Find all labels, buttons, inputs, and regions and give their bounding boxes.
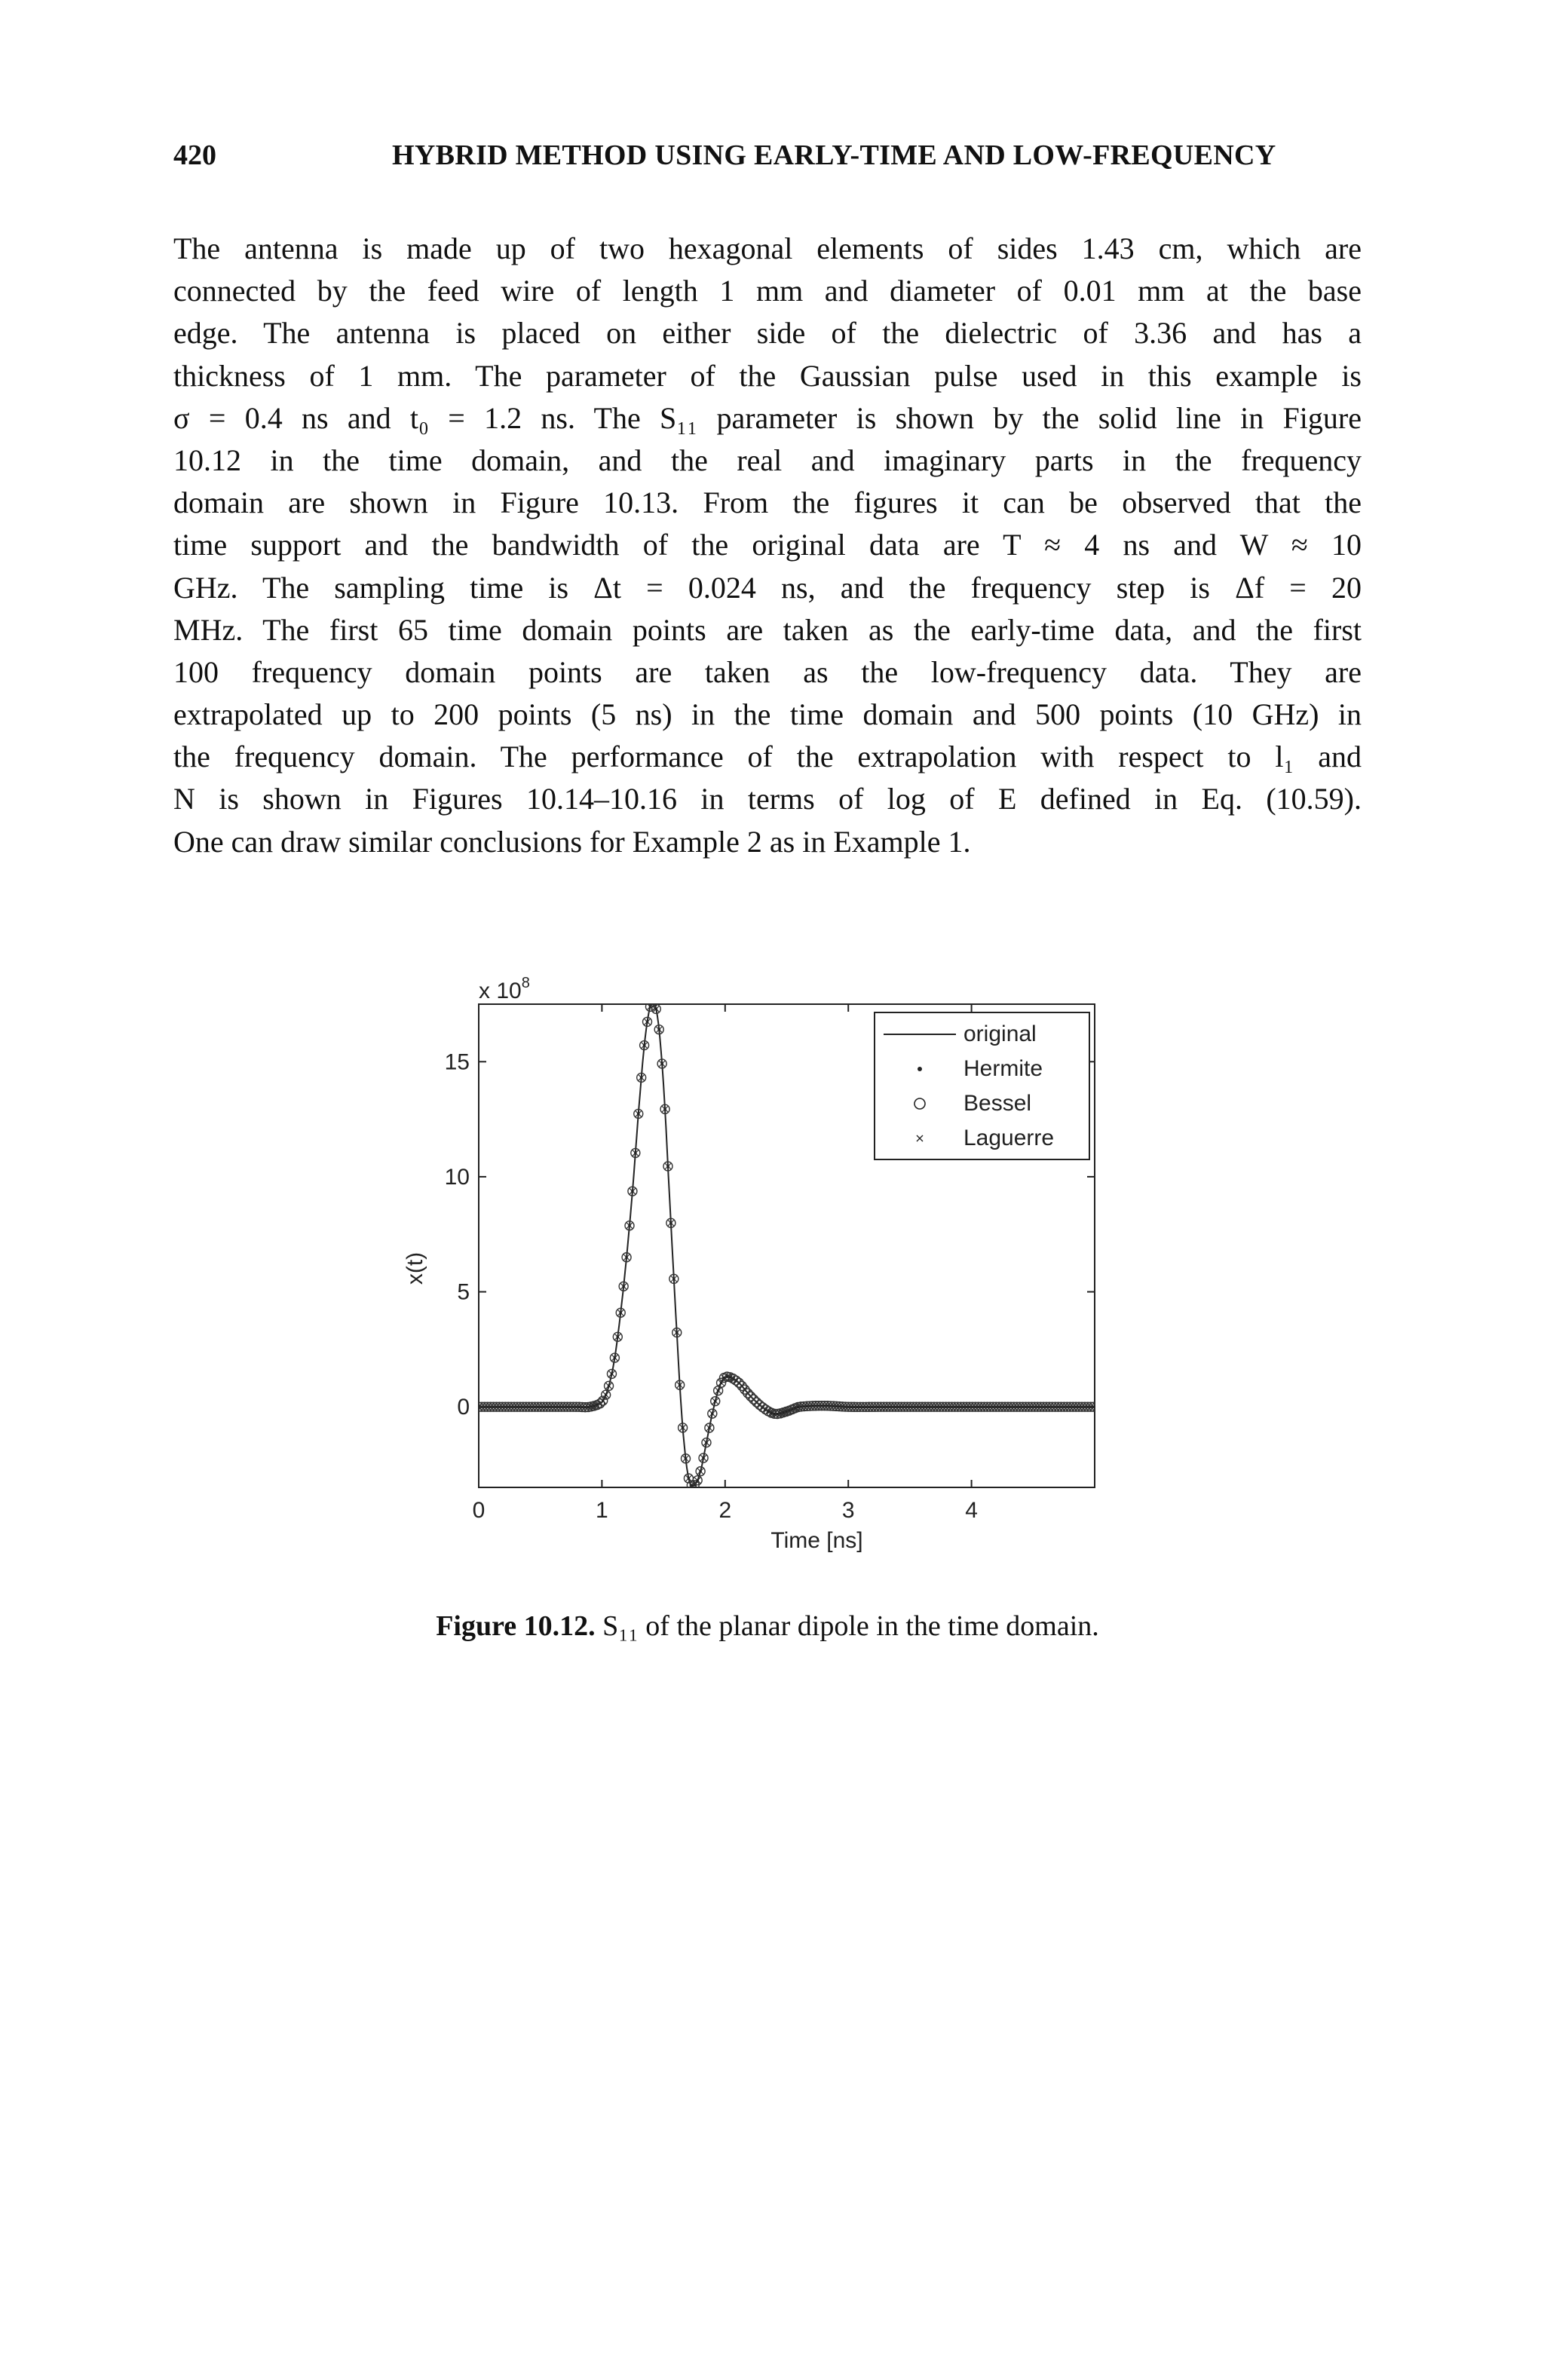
marker-hermite	[646, 1021, 649, 1024]
marker-hermite	[617, 1336, 620, 1339]
y-tick-label: 15	[444, 1049, 470, 1075]
x-tick-label: 0	[472, 1498, 486, 1523]
marker-hermite	[628, 1224, 631, 1227]
marker-hermite	[660, 1062, 663, 1065]
figure-10-12	[392, 957, 1116, 1576]
marker-hermite	[634, 1152, 637, 1155]
body-line: The antenna is made up of two hexagonal elements of sides 1.43 cm, which are	[173, 231, 1362, 265]
marker-hermite	[654, 1008, 657, 1011]
marker-hermite	[637, 1113, 640, 1116]
marker-hermite	[679, 1383, 682, 1386]
marker-hermite	[605, 1393, 608, 1396]
body-line: extrapolated up to 200 points (5 ns) in the time domain and 500 points (10 GHz) in	[173, 697, 1362, 732]
marker-hermite	[657, 1028, 660, 1031]
caption-label: Figure 10.12.	[436, 1610, 596, 1642]
marker-hermite	[643, 1044, 646, 1047]
caption-text: S₁₁ of the planar dipole in the time domain.	[602, 1610, 1099, 1642]
legend-swatch-dot	[918, 1067, 922, 1071]
y-tick-label: 0	[457, 1395, 470, 1420]
marker-hermite	[631, 1190, 634, 1193]
time-domain-chart	[392, 957, 1116, 1576]
body-line: the frequency domain. The performance of the extrapolation with respect to l₁ and	[173, 740, 1362, 774]
marker-hermite	[608, 1385, 611, 1388]
marker-hermite	[669, 1221, 672, 1224]
marker-hermite	[711, 1412, 714, 1415]
y-multiplier-exponent: 8	[521, 975, 530, 991]
marker-hermite	[705, 1441, 708, 1444]
body-line: connected by the feed wire of length 1 mm and diameter of 0.01 mm at the base	[173, 274, 1362, 308]
legend-label: Bessel	[963, 1091, 1032, 1116]
marker-hermite	[676, 1331, 679, 1334]
marker-hermite	[619, 1312, 622, 1315]
y-multiplier-label: x $10^8$	[479, 975, 530, 1003]
body-line: σ = 0.4 ns and t₀ = 1.2 ns. The S₁₁ parameter is shown by the solid line in Figure	[173, 400, 1362, 435]
legend-label: Hermite	[963, 1056, 1043, 1081]
marker-hermite	[682, 1426, 685, 1429]
x-axis-label: Time [ns]	[770, 1528, 863, 1553]
marker-hermite	[622, 1285, 625, 1288]
marker-hermite	[685, 1457, 688, 1460]
page-number: 420	[173, 139, 216, 171]
body-line: edge. The antenna is placed on either side of the dielectric of 3.36 and has a	[173, 316, 1362, 351]
legend-label: Laguerre	[963, 1126, 1055, 1150]
marker-hermite	[702, 1456, 705, 1460]
x-tick-label: 4	[965, 1498, 978, 1523]
x-tick-label: 2	[718, 1498, 732, 1523]
chart-legend	[875, 1012, 1089, 1159]
marker-hermite	[602, 1399, 605, 1402]
marker-hermite	[652, 1001, 655, 1004]
running-head	[173, 139, 1365, 184]
marker-hermite	[688, 1477, 691, 1480]
body-paragraph	[173, 228, 1362, 863]
marker-hermite	[625, 1256, 628, 1259]
body-line: domain are shown in Figure 10.13. From the figures it can be observed that the	[173, 485, 1362, 520]
marker-hermite	[696, 1479, 699, 1482]
legend-label: original	[963, 1022, 1037, 1046]
body-line: GHz. The sampling time is Δt = 0.024 ns, and the frequency step is Δf = 20	[173, 570, 1362, 605]
body-line: thickness of 1 mm. The parameter of the Gaussian pulse used in this example is	[173, 358, 1362, 393]
body-line: MHz. The first 65 time domain points are taken as the early-time data, and the first	[173, 612, 1362, 647]
body-line: N is shown in Figures 10.14–10.16 in terms of log of E defined in Eq. (10.59).	[173, 782, 1362, 816]
marker-hermite	[708, 1426, 711, 1429]
figure-caption	[173, 1610, 1362, 1643]
body-line: 100 frequency domain points are taken as the low-frequency data. They are	[173, 654, 1362, 689]
marker-hermite	[614, 1356, 617, 1359]
marker-hermite	[672, 1278, 676, 1281]
body-line: time support and the bandwidth of the original data are T ≈ 4 ns and W ≈ 10	[173, 528, 1362, 562]
marker-hermite	[699, 1470, 702, 1473]
marker-hermite	[714, 1400, 717, 1403]
body-line: One can draw similar conclusions for Example 2 as in Example 1.	[173, 824, 971, 859]
marker-hermite	[640, 1077, 643, 1080]
marker-hermite	[717, 1389, 720, 1392]
marker-hermite	[611, 1373, 614, 1376]
x-tick-label: 1	[596, 1498, 608, 1523]
y-tick-label: 10	[444, 1164, 470, 1190]
body-line: 10.12 in the time domain, and the real and imaginary parts in the frequency	[173, 443, 1362, 477]
marker-hermite	[1092, 1405, 1095, 1408]
x-tick-label: 3	[841, 1498, 855, 1523]
marker-hermite	[663, 1107, 666, 1110]
running-title: HYBRID METHOD USING EARLY-TIME AND LOW-FREQUENCY	[392, 139, 1276, 171]
y-axis-label: x(t)	[403, 1251, 427, 1285]
marker-hermite	[666, 1165, 669, 1168]
y-tick-label: 5	[457, 1279, 470, 1305]
